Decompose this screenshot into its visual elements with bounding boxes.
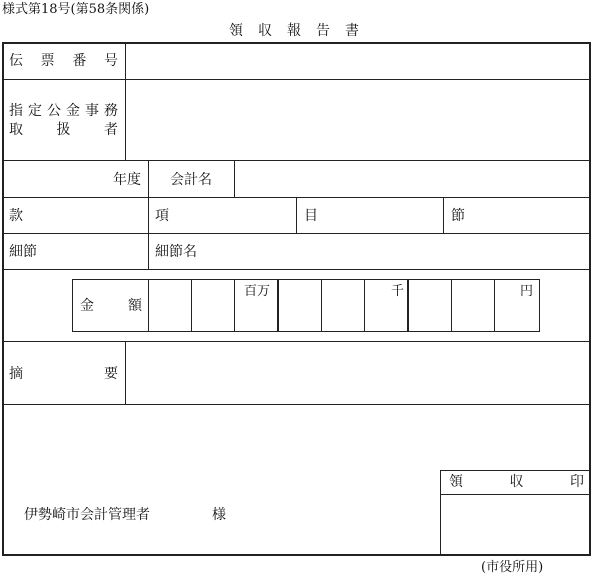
summary-field[interactable] (127, 342, 589, 403)
label-char: 指 (9, 103, 23, 119)
kou-label: 項 (155, 208, 169, 224)
slip-number-label (9, 53, 118, 69)
column-divider (296, 197, 297, 233)
kan-label: 款 (9, 208, 23, 224)
label-char: 公 (47, 103, 61, 119)
row-divider (3, 404, 590, 405)
addressee: 伊勢崎市会計管理者 (24, 507, 150, 523)
fiscal-year-label: 年度 (113, 172, 141, 188)
label-char: 事 (85, 103, 99, 119)
label-char: 伝 (9, 53, 23, 69)
amount-box (72, 279, 540, 332)
honorific: 様 (212, 507, 226, 523)
label-char: 収 (509, 474, 524, 490)
title-char: 領 (229, 23, 243, 39)
title-char: 収 (258, 23, 272, 39)
seal-box-top (440, 470, 590, 471)
column-divider (148, 160, 149, 269)
form-number: 様式第18号(第58条関係) (2, 2, 150, 17)
handler-field[interactable] (127, 80, 589, 159)
receipt-seal-field[interactable] (441, 495, 589, 555)
moku-label: 目 (304, 208, 318, 224)
unit-thousand: 千 (391, 284, 405, 299)
label-char: 要 (104, 366, 118, 382)
fiscal-year-field[interactable] (4, 161, 104, 196)
label-char: 票 (40, 53, 55, 69)
form-title (229, 23, 359, 39)
column-divider (443, 197, 444, 233)
digit-divider (321, 280, 322, 331)
label-column-divider (125, 43, 126, 160)
label-char: 取 (9, 122, 23, 138)
label-char: 定 (28, 103, 42, 119)
label-char: 領 (449, 474, 463, 490)
digit-divider (234, 280, 235, 331)
label-char: 金 (80, 298, 94, 314)
office-copy-label: (市役所用) (481, 560, 544, 575)
setsu-label: 節 (451, 208, 465, 224)
label-char: 務 (104, 103, 118, 119)
handler-label-line2 (9, 122, 118, 138)
label-column-divider (125, 341, 126, 404)
summary-label (9, 366, 118, 382)
digit-divider (494, 280, 495, 331)
unit-yen: 円 (520, 284, 534, 299)
label-char: 扱 (56, 122, 71, 138)
title-char: 告 (316, 23, 330, 39)
receipt-seal-label (449, 474, 584, 490)
column-divider (234, 160, 235, 197)
row-divider (3, 269, 590, 270)
saisetsu-name-label: 細節名 (155, 244, 197, 260)
label-char: 額 (128, 298, 142, 314)
digit-divider-bold (277, 280, 279, 331)
title-char: 報 (287, 23, 301, 39)
digit-divider (191, 280, 192, 331)
digit-divider (148, 280, 149, 331)
amount-label (80, 298, 142, 314)
label-char: 号 (103, 53, 118, 69)
slip-number-field[interactable] (127, 44, 589, 78)
label-char: 者 (104, 122, 118, 138)
handler-label-line1 (9, 103, 118, 119)
unit-million: 百万 (244, 284, 271, 299)
digit-divider-bold (407, 280, 409, 331)
saisetsu-label: 細節 (9, 244, 37, 260)
row-divider (3, 233, 590, 234)
digit-divider (364, 280, 365, 331)
account-name-field[interactable] (236, 161, 589, 196)
title-char: 書 (345, 23, 359, 39)
label-char: 金 (66, 103, 80, 119)
digit-divider (451, 280, 452, 331)
label-char: 摘 (9, 366, 23, 382)
label-char: 番 (72, 53, 87, 69)
label-char: 印 (570, 474, 584, 490)
account-name-label: 会計名 (170, 172, 212, 188)
